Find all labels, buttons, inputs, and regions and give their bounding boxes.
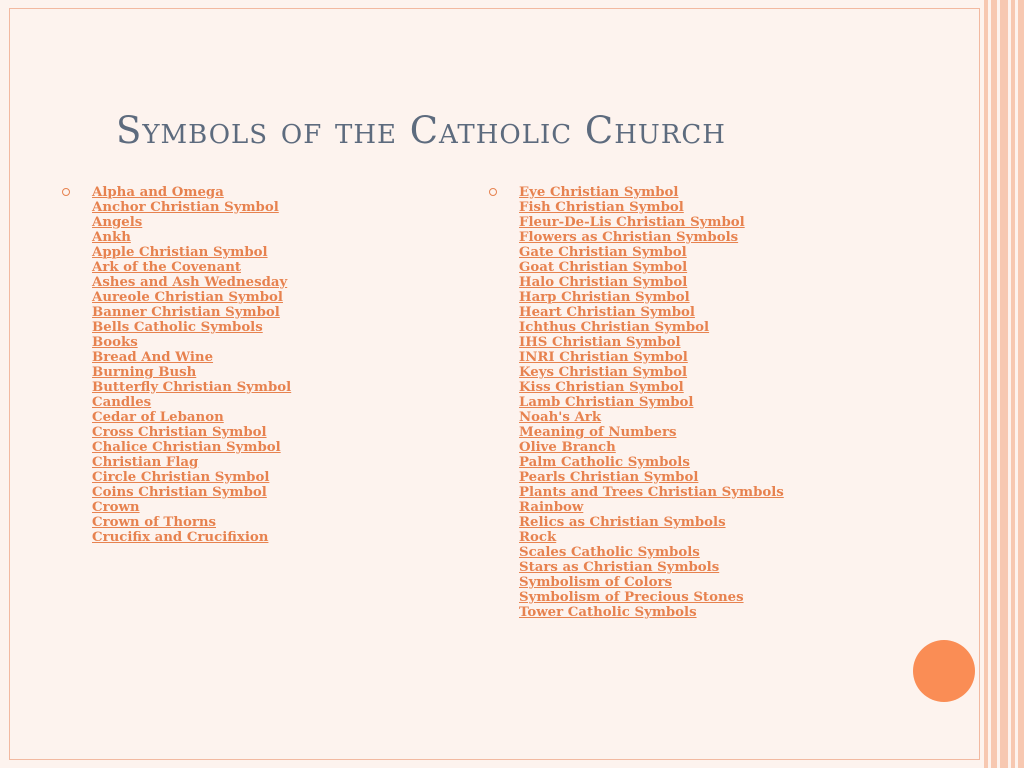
symbol-link[interactable]: Plants and Trees Christian Symbols <box>519 485 784 500</box>
symbol-link[interactable]: Harp Christian Symbol <box>519 290 690 305</box>
list-item <box>92 303 291 318</box>
list-item <box>519 198 784 213</box>
symbol-link[interactable]: Olive Branch <box>519 440 616 455</box>
symbol-link[interactable]: Aureole Christian Symbol <box>92 290 283 305</box>
list-item <box>92 258 291 273</box>
list-item <box>519 183 784 198</box>
list-item <box>92 183 291 198</box>
list-item <box>92 348 291 363</box>
symbol-link[interactable]: Ashes and Ash Wednesday <box>92 275 288 290</box>
list-item <box>519 513 784 528</box>
decorative-stripe <box>991 0 997 768</box>
list-item <box>519 558 784 573</box>
decorative-stripe <box>1011 0 1015 768</box>
list-item <box>92 393 291 408</box>
list-item <box>519 258 784 273</box>
symbol-link[interactable]: Crown of Thorns <box>92 515 217 530</box>
list-item <box>519 348 784 363</box>
list-item <box>92 483 291 498</box>
decorative-stripe <box>984 0 988 768</box>
symbol-link[interactable]: Stars as Christian Symbols <box>519 560 720 575</box>
list-item <box>92 408 291 423</box>
symbol-link[interactable]: Pearls Christian Symbol <box>519 470 699 485</box>
list-item <box>519 483 784 498</box>
symbol-link[interactable]: Rock <box>519 530 557 545</box>
symbol-link[interactable]: INRI Christian Symbol <box>519 350 688 365</box>
list-item <box>92 528 291 543</box>
list-item <box>92 378 291 393</box>
symbol-link[interactable]: Symbolism of Colors <box>519 575 672 590</box>
decorative-stripe <box>1018 0 1024 768</box>
list-item <box>519 243 784 258</box>
symbol-link[interactable]: Fish Christian Symbol <box>519 200 684 215</box>
symbol-link[interactable]: Fleur-De-Lis Christian Symbol <box>519 215 745 230</box>
symbol-link[interactable]: Noah's Ark <box>519 410 602 425</box>
symbol-link[interactable]: Palm Catholic Symbols <box>519 455 690 470</box>
list-item <box>519 588 784 603</box>
symbol-link[interactable]: Coins Christian Symbol <box>92 485 267 500</box>
symbol-link[interactable]: Gate Christian Symbol <box>519 245 687 260</box>
symbol-link[interactable]: Circle Christian Symbol <box>92 470 270 485</box>
list-item <box>92 333 291 348</box>
list-item <box>519 318 784 333</box>
list-item <box>519 273 784 288</box>
list-item <box>92 243 291 258</box>
list-item <box>92 228 291 243</box>
symbol-link[interactable]: Chalice Christian Symbol <box>92 440 281 455</box>
symbol-link[interactable]: Kiss Christian Symbol <box>519 380 684 395</box>
bullet-icon <box>489 188 497 196</box>
symbol-link[interactable]: Cedar of Lebanon <box>92 410 224 425</box>
list-item <box>92 318 291 333</box>
symbol-link[interactable]: Bells Catholic Symbols <box>92 320 263 335</box>
symbol-link[interactable]: Scales Catholic Symbols <box>519 545 700 560</box>
list-item <box>519 573 784 588</box>
list-item <box>519 333 784 348</box>
symbol-link[interactable]: Bread And Wine <box>92 350 214 365</box>
decorative-stripe <box>1000 0 1008 768</box>
symbol-link[interactable]: Alpha and Omega <box>92 185 224 200</box>
list-item <box>519 603 784 618</box>
list-item <box>519 288 784 303</box>
list-item <box>519 228 784 243</box>
list-item <box>92 273 291 288</box>
list-item <box>92 513 291 528</box>
list-item <box>92 288 291 303</box>
list-item <box>92 453 291 468</box>
bullet-icon <box>62 188 70 196</box>
symbol-link[interactable]: Ark of the Covenant <box>92 260 242 275</box>
symbol-link[interactable]: Lamb Christian Symbol <box>519 395 694 410</box>
list-item <box>519 468 784 483</box>
symbol-link[interactable]: Relics as Christian Symbols <box>519 515 726 530</box>
symbol-link[interactable]: Goat Christian Symbol <box>519 260 688 275</box>
symbol-link[interactable]: Ankh <box>92 230 131 245</box>
list-item <box>519 408 784 423</box>
list-item <box>519 378 784 393</box>
symbol-link[interactable]: Butterfly Christian Symbol <box>92 380 292 395</box>
symbol-link[interactable]: Ichthus Christian Symbol <box>519 320 710 335</box>
symbol-link[interactable]: Rainbow <box>519 500 584 515</box>
list-item <box>92 198 291 213</box>
symbol-link[interactable]: Crown <box>92 500 140 515</box>
slide-title: Symbols of the Catholic Church <box>116 109 726 152</box>
list-item <box>92 423 291 438</box>
symbol-link[interactable]: Heart Christian Symbol <box>519 305 695 320</box>
list-item <box>519 528 784 543</box>
symbol-link[interactable]: Angels <box>92 215 143 230</box>
symbol-link[interactable]: Banner Christian Symbol <box>92 305 280 320</box>
symbol-link[interactable]: Keys Christian Symbol <box>519 365 688 380</box>
symbol-link[interactable]: Flowers as Christian Symbols <box>519 230 739 245</box>
list-item <box>519 303 784 318</box>
symbol-link[interactable]: Eye Christian Symbol <box>519 185 679 200</box>
list-item <box>519 213 784 228</box>
symbol-link[interactable]: Symbolism of Precious Stones <box>519 590 744 605</box>
symbol-link[interactable]: Christian Flag <box>92 455 199 470</box>
symbol-link[interactable]: Candles <box>92 395 152 410</box>
symbol-link[interactable]: Cross Christian Symbol <box>92 425 267 440</box>
right-link-list <box>519 183 784 618</box>
symbol-link[interactable]: IHS Christian Symbol <box>519 335 681 350</box>
symbol-link[interactable]: Crucifix and Crucifixion <box>92 530 269 545</box>
symbol-link[interactable]: Burning Bush <box>92 365 197 380</box>
list-item <box>92 498 291 513</box>
symbol-link[interactable]: Anchor Christian Symbol <box>92 200 279 215</box>
symbol-link[interactable]: Books <box>92 335 138 350</box>
symbol-link[interactable]: Apple Christian Symbol <box>92 245 268 260</box>
decorative-circle <box>913 640 975 702</box>
list-item <box>92 363 291 378</box>
right-column <box>519 183 784 618</box>
list-item <box>519 393 784 408</box>
list-item <box>92 213 291 228</box>
list-item <box>92 438 291 453</box>
list-item <box>519 423 784 438</box>
symbol-link[interactable]: Meaning of Numbers <box>519 425 677 440</box>
list-item <box>519 498 784 513</box>
list-item <box>519 363 784 378</box>
left-link-list <box>92 183 291 543</box>
list-item <box>92 468 291 483</box>
symbol-link[interactable]: Halo Christian Symbol <box>519 275 688 290</box>
list-item <box>519 543 784 558</box>
list-item <box>519 438 784 453</box>
list-item <box>519 453 784 468</box>
symbol-link[interactable]: Tower Catholic Symbols <box>519 605 697 620</box>
left-column <box>92 183 291 543</box>
